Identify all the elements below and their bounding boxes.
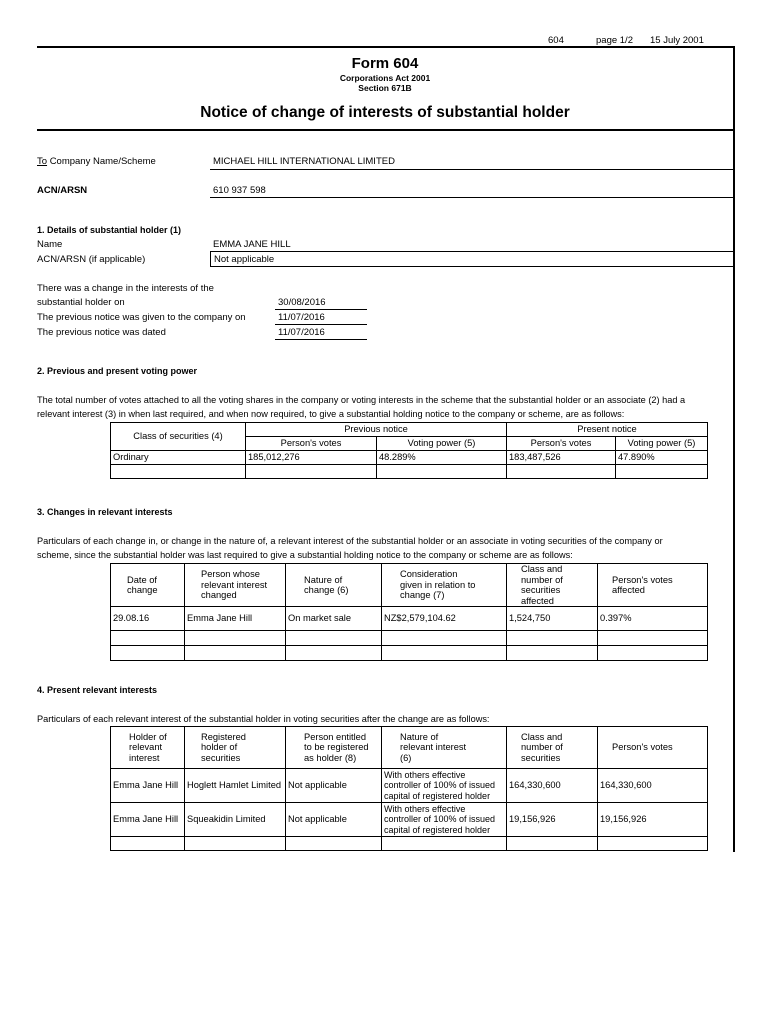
header-date: 15 July 2001: [650, 35, 704, 46]
section3-para-1: Particulars of each change in, or change in the nature of, a relevant interest of the substantial holder or an associate in voting securities of the company or: [37, 536, 663, 546]
col-votes-header: Person's votes: [598, 727, 708, 769]
table-row: [111, 837, 708, 851]
cell: [286, 837, 382, 851]
to-label: [37, 156, 156, 167]
cell: [382, 837, 507, 851]
given-date-rule: [275, 324, 367, 325]
cell: [286, 631, 382, 646]
col-date-header: Date of change: [111, 564, 185, 607]
cell: With others effective controller of 100% of issued capital of registered holder: [382, 769, 507, 803]
cell: [507, 837, 598, 851]
dated-label: The previous notice was dated: [37, 327, 166, 338]
col-nature-header: Nature of relevant interest (6): [382, 727, 507, 769]
cell: 1,524,750: [507, 607, 598, 631]
cell: 0.397%: [598, 607, 708, 631]
cell: [111, 631, 185, 646]
col-class-header: Class and number of securities affected: [507, 564, 598, 607]
cell: [598, 631, 708, 646]
cell: [377, 465, 507, 479]
section2-para-1: The total number of votes attached to all the voting shares in the company or voting interests in the scheme that the substantial holder or an associate (2) had a: [37, 395, 686, 405]
present-interests-table: [110, 726, 708, 851]
changes-table: [110, 563, 708, 661]
cell: [616, 465, 708, 479]
col-class-header: Class and number of securities: [507, 727, 598, 769]
cell: [185, 646, 286, 661]
cell: 164,330,600: [598, 769, 708, 803]
cell: Emma Jane Hill: [111, 769, 185, 803]
holder-name-value: EMMA JANE HILL: [213, 239, 291, 250]
cell: [507, 646, 598, 661]
cell: Emma Jane Hill: [111, 803, 185, 837]
pres-power-header: Voting power (5): [616, 437, 708, 451]
pres-votes-header: Person's votes: [507, 437, 616, 451]
section-line: Section 671B: [358, 83, 412, 93]
form-title: Form 604: [351, 55, 419, 72]
cell: [382, 646, 507, 661]
col-nature-header: Nature of change (6): [286, 564, 382, 607]
holder-acn-rule: [210, 266, 734, 267]
section1-heading: 1. Details of substantial holder (1): [37, 225, 182, 235]
cell: [185, 631, 286, 646]
cell: 164,330,600: [507, 769, 598, 803]
class-header: Class of securities (4): [111, 423, 246, 451]
cell: [598, 837, 708, 851]
cell: 48.289%: [377, 451, 507, 465]
previous-notice-header: Previous notice: [246, 423, 507, 437]
cell: [111, 465, 246, 479]
cell: Not applicable: [286, 803, 382, 837]
table-row: [111, 769, 708, 803]
company-name-label: Company Name/Scheme: [49, 156, 156, 167]
cell: [111, 646, 185, 661]
table-row: [111, 607, 708, 631]
cell: [598, 646, 708, 661]
given-date: 11/07/2016: [278, 312, 325, 323]
cell: NZ$2,579,104.62: [382, 607, 507, 631]
cell: [185, 837, 286, 851]
cell: [382, 631, 507, 646]
holder-name-rule: [210, 251, 734, 252]
cell: 185,012,276: [246, 451, 377, 465]
cell: [286, 646, 382, 661]
to-prefix: To: [37, 156, 48, 167]
acn-value: 610 937 598: [213, 185, 266, 196]
cell: [507, 631, 598, 646]
holder-name-label: Name: [37, 239, 63, 250]
change-date-rule: [275, 309, 367, 310]
page-title: Notice of change of interests of substantial holder: [200, 104, 570, 121]
holder-acn-value: Not applicable: [214, 254, 275, 265]
change-text-2: substantial holder on: [37, 297, 125, 308]
section2-heading: 2. Previous and present voting power: [37, 366, 198, 376]
cell: With others effective controller of 100% of issued capital of registered holder: [382, 803, 507, 837]
page-number: page 1/2: [596, 35, 633, 46]
form-code: 604: [548, 35, 564, 46]
voting-power-table: [110, 422, 708, 479]
change-text-1: There was a change in the interests of the: [37, 283, 214, 294]
cell: 47.890%: [616, 451, 708, 465]
cell: Ordinary: [111, 451, 246, 465]
company-rule: [210, 169, 734, 170]
cell: Emma Jane Hill: [185, 607, 286, 631]
section3-heading: 3. Changes in relevant interests: [37, 507, 173, 517]
table-row: [111, 465, 708, 479]
cell: 19,156,926: [598, 803, 708, 837]
holder-acn-label: ACN/ARSN (if applicable): [37, 254, 146, 265]
cell: [111, 837, 185, 851]
table-row: [111, 646, 708, 661]
col-consideration-header: Consideration given in relation to change (7): [382, 564, 507, 607]
cell: On market sale: [286, 607, 382, 631]
given-label: The previous notice was given to the company on: [37, 312, 246, 323]
prev-power-header: Voting power (5): [377, 437, 507, 451]
dated-date-rule: [275, 339, 367, 340]
present-notice-header: Present notice: [507, 423, 708, 437]
prev-votes-header: Person's votes: [246, 437, 377, 451]
col-entitled-header: Person entitled to be registered as holder (8): [286, 727, 382, 769]
section2-para-2: relevant interest (3) in when last required, and when now required, to give a substantial holding notice to the company or scheme, are as follows:: [37, 409, 625, 419]
dated-date: 11/07/2016: [278, 327, 325, 338]
table-row: [111, 451, 708, 465]
title-rule: [37, 129, 734, 131]
cell: Not applicable: [286, 769, 382, 803]
right-border: [733, 46, 735, 852]
cell: Squeakidin Limited: [185, 803, 286, 837]
cell: [507, 465, 616, 479]
col-registered-header: Registered holder of securities: [185, 727, 286, 769]
section3-para-2: scheme, since the substantial holder was last required to give a substantial holding notice to the company or scheme are as follows:: [37, 550, 573, 560]
section4-heading: 4. Present relevant interests: [37, 685, 158, 695]
cell: [246, 465, 377, 479]
company-name-value: MICHAEL HILL INTERNATIONAL LIMITED: [213, 156, 395, 167]
col-holder-header: Holder of relevant interest: [111, 727, 185, 769]
acn-rule: [210, 197, 734, 198]
cell: 183,487,526: [507, 451, 616, 465]
cell: 29.08.16: [111, 607, 185, 631]
cell: Hoglett Hamlet Limited: [185, 769, 286, 803]
cell: 19,156,926: [507, 803, 598, 837]
acn-label: ACN/ARSN: [37, 185, 88, 196]
section4-para: Particulars of each relevant interest of the substantial holder in voting securities after the change are as follows:: [37, 714, 490, 724]
col-person-header: Person whose relevant interest changed: [185, 564, 286, 607]
change-date: 30/08/2016: [278, 297, 326, 308]
act-line: Corporations Act 2001: [339, 73, 431, 83]
col-votes-header: Person's votes affected: [598, 564, 708, 607]
holder-acn-divider: [210, 251, 211, 267]
table-row: [111, 803, 708, 837]
header-rule: [37, 46, 734, 48]
table-row: [111, 631, 708, 646]
